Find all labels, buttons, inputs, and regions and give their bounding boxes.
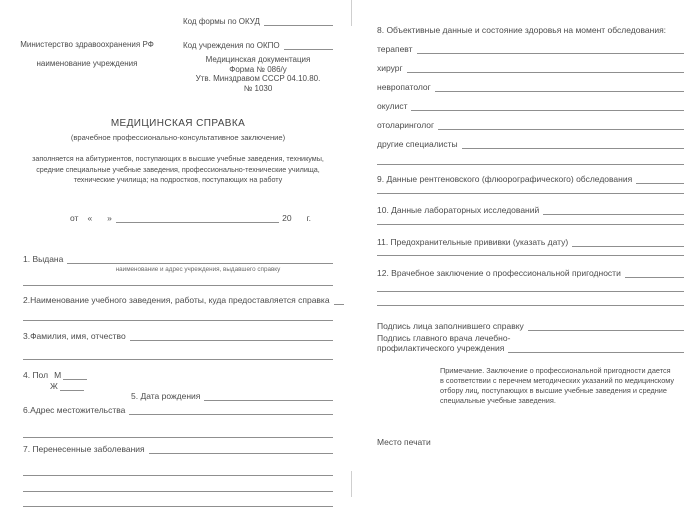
medical-conclusion-blank-line (625, 268, 684, 278)
field-lab-tests (377, 205, 684, 215)
chief-doctor-label-line2: профилактического учреждения (377, 343, 505, 353)
blank-line (23, 491, 333, 492)
field-otolaryngologist (377, 120, 684, 130)
issued-by-caption: наименование и адрес учреждения, выдавшего справку (115, 265, 281, 273)
chief-doctor-label-line1: Подпись главного врача лечебно- (377, 333, 511, 343)
purpose-line-1: заполняется на абитуриентов, поступающих в высшие учебные заведения, техникумы, (32, 154, 324, 163)
blank-line (377, 224, 684, 225)
neurologist-label: невропатолог (377, 82, 431, 92)
note-line-3: отбору лиц, поступающих в высшие учебные заведения и средние (440, 386, 667, 395)
surgeon-blank-line (407, 63, 684, 73)
form-header (20, 16, 333, 93)
lab-tests-label: 10. Данные лабораторных исследований (377, 205, 540, 215)
okpo-label: Код учреждения по ОКПО (183, 41, 280, 50)
field-neurologist (377, 82, 684, 92)
blank-line (23, 359, 333, 360)
surgeon-label: хирург (377, 63, 403, 73)
note-text (440, 366, 682, 406)
sex-female-label: Ж (50, 380, 58, 391)
field-full-name (23, 331, 333, 341)
xray-blank-line (636, 174, 684, 184)
field-issued-by (23, 254, 333, 264)
doc-line-3: Утв. Минздравом СССР 04.10.80. (195, 74, 321, 83)
form-title: МЕДИЦИНСКАЯ СПРАВКА (110, 118, 246, 129)
form-page-right (350, 0, 700, 497)
objective-data-heading: 8. Объективные данные и состояние здоровья на момент обследования: (377, 25, 667, 35)
field-medical-conclusion (377, 268, 684, 278)
past-diseases-blank-line (149, 444, 333, 454)
field-other-specialists (377, 139, 684, 149)
sex-male-blank-line (63, 370, 87, 380)
blank-line (377, 291, 684, 292)
note-line-4: специальные учебные заведения. (440, 396, 556, 405)
note-line-1: Примечание. Заключение о профессиональной пригодности дается (440, 366, 671, 375)
field-past-diseases (23, 444, 333, 454)
medical-conclusion-label: 12. Врачебное заключение о профессиональной пригодности (377, 268, 621, 278)
doc-line-4: № 1030 (243, 83, 273, 93)
okud-label: Код формы по ОКУД (183, 17, 260, 26)
okpo-code-field (183, 40, 333, 50)
issued-by-label: 1. Выдана (23, 253, 64, 264)
lab-tests-blank-line (543, 205, 684, 215)
field-sex-female (50, 381, 333, 391)
purpose-line-3: технические училища; на подростков, поступающих на работу (73, 175, 283, 184)
okpo-blank-line (284, 40, 333, 50)
blank-line (23, 437, 333, 438)
issued-by-blank-line (67, 254, 333, 264)
xray-data-label: 9. Данные рентгеновского (флюорографического) обследования (377, 174, 633, 184)
form-purpose-text (23, 154, 333, 186)
neurologist-blank-line (435, 82, 684, 92)
sex-male-label: М (54, 369, 62, 380)
sex-label: 4. Пол (23, 369, 49, 380)
field-sex (23, 370, 333, 380)
full-name-blank-line (130, 331, 333, 341)
form-subtitle: (врачебное профессионально-консультативное заключение) (70, 133, 286, 142)
therapist-label: терапевт (377, 44, 413, 54)
full-name-label: 3.Фамилия, имя, отчество (23, 330, 126, 341)
vaccinations-label: 11. Предохранительные прививки (указать дату) (377, 237, 569, 247)
otolaryngologist-blank-line (438, 120, 684, 130)
blank-line (377, 164, 684, 165)
date-from-label: от (70, 212, 79, 223)
birth-date-blank-line (204, 391, 333, 401)
field-therapist (377, 44, 684, 54)
stamp-place-label: Место печати (377, 437, 431, 447)
institution-name-caption: наименование учреждения (36, 59, 138, 68)
year-suffix: г. (306, 212, 311, 223)
doc-line-1: Медицинская документация (205, 55, 311, 64)
destination-label: 2.Наименование учебного заведения, работы, куда предоставляется справка (23, 294, 330, 305)
open-quote: « (87, 212, 93, 223)
other-specialists-blank-line (462, 139, 684, 149)
field-surgeon (377, 63, 684, 73)
destination-blank-line (334, 295, 344, 305)
address-blank-line (129, 405, 333, 415)
note-line-2: в соответствии с перечнем методических указаний по медицинскому (440, 376, 675, 385)
therapist-blank-line (417, 44, 684, 54)
date-blank-line (116, 213, 279, 223)
other-specialists-label: другие специалисты (377, 139, 458, 149)
address-label: 6.Адрес местожительства (23, 404, 126, 415)
blank-line (23, 506, 333, 507)
blank-line (23, 285, 333, 286)
blank-line (377, 305, 684, 306)
ministry-block (14, 16, 160, 93)
doc-classification-block (183, 55, 333, 93)
close-quote: » (107, 212, 112, 223)
blank-line (377, 193, 684, 194)
okud-blank-line (264, 16, 333, 26)
blank-line (23, 320, 333, 321)
field-vaccinations (377, 237, 684, 247)
issue-date-field (70, 213, 311, 223)
vaccinations-blank-line (572, 237, 684, 247)
sex-female-blank-line (60, 381, 84, 391)
field-chief-doctor-signature (377, 343, 684, 353)
field-xray-data (377, 174, 684, 184)
field-filler-signature (377, 321, 684, 331)
chief-doctor-signature-blank-line (508, 343, 684, 353)
field-birth-date (131, 391, 333, 401)
filler-signature-label: Подпись лица заполнившего справку (377, 321, 524, 331)
past-diseases-label: 7. Перенесенные заболевания (23, 443, 145, 454)
filler-signature-blank-line (528, 321, 684, 331)
ministry-name: Министерство здравоохранения РФ (20, 40, 154, 49)
field-oculist (377, 101, 684, 111)
field-destination (23, 295, 333, 305)
field-address (23, 405, 333, 415)
form-page-left (0, 0, 350, 497)
blank-line (377, 255, 684, 256)
purpose-line-2: средние специальные учебные заведения, профессионально-технические училища, (36, 164, 320, 174)
codes-block (183, 16, 333, 93)
year-prefix: 20 (282, 212, 292, 223)
otolaryngologist-label: отоларинголог (377, 120, 435, 130)
oculist-blank-line (411, 101, 684, 111)
doc-line-2: Форма № 086/у (229, 64, 287, 74)
blank-line (23, 475, 333, 476)
oculist-label: окулист (377, 101, 408, 111)
okud-code-field (183, 16, 333, 26)
birth-date-label: 5. Дата рождения (131, 390, 201, 401)
